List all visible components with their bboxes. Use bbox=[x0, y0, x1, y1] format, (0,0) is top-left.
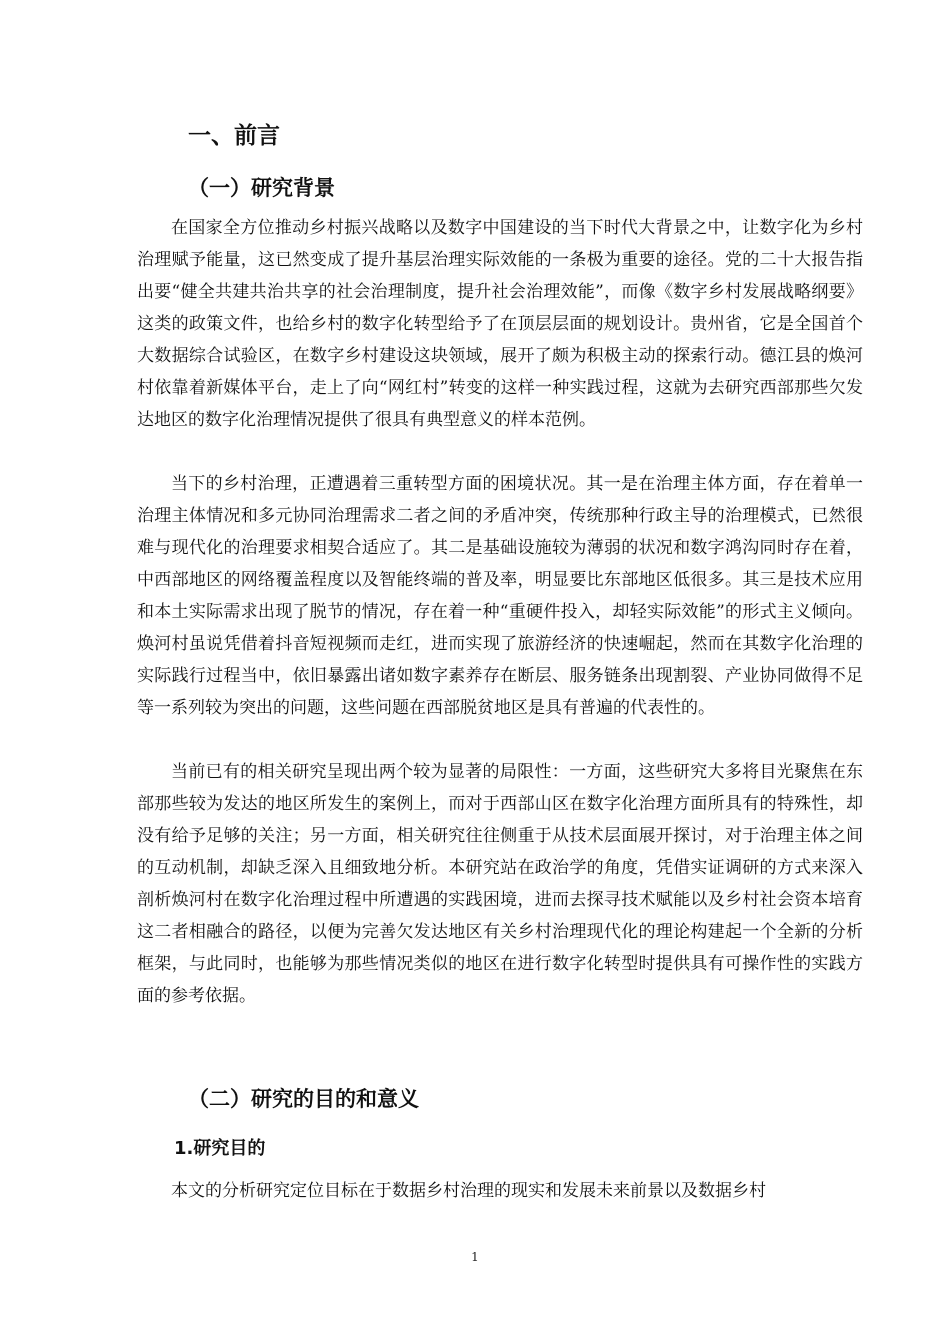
page-number: 1 bbox=[471, 1250, 479, 1264]
heading-purpose-significance: （二）研究的目的和意义 bbox=[188, 1087, 419, 1111]
paragraph-background-2: 当下的乡村治理，正遭遇着三重转型方面的困境状况。其一是在治理主体方面，存在着单一治理主体情况和多元协同治理需求二者之间的矛盾冲突，传统那种行政主导的治理模式，已然很难与现代化的治理要求相契合适应了。其二是基础设施较为薄弱的状况和数字鸿沟同时存在着，中西部地区的网络覆盖程度以及智能终端的普及率，明显要比东部地区低很多。其三是技术应用和本土实际需求出现了脱节的情况，存在着一种“重硬件投入，却轻实际效能”的形式主义倾向。焕河村虽说凭借着抖音短视频而走红，进而实现了旅游经济的快速崛起，然而在其数字化治理的实际践行过程当中，依旧暴露出诸如数字素养存在断层、服务链条出现割裂、产业协同做得不足等一系列较为突出的问题，这些问题在西部脱贫地区是具有普遍的代表性的。 bbox=[137, 474, 863, 718]
paragraph-background-3: 当前已有的相关研究呈现出两个较为显著的局限性：一方面，这些研究大多将目光聚焦在东部那些较为发达的地区所发生的案例上，而对于西部山区在数字化治理方面所具有的特殊性，却没有给予足够的关注；另一方面，相关研究往往侧重于从技术层面展开探讨，对于治理主体之间的互动机制，却缺乏深入且细致地分析。本研究站在政治学的角度，凭借实证调研的方式来深入剖析焕河村在数字化治理过程中所遭遇的实践困境，进而去探寻技术赋能以及乡村社会资本培育这二者相融合的路径，以便为完善欠发达地区有关乡村治理现代化的理论构建起一个全新的分析框架，与此同时，也能够为那些情况类似的地区在进行数字化转型时提供具有可操作性的实践方面的参考依据。 bbox=[137, 762, 863, 1006]
paragraph-goal: 本文的分析研究定位目标在于数据乡村治理的现实和发展未来前景以及数据乡村 bbox=[171, 1181, 766, 1201]
heading-research-goal: 1.研究目的 bbox=[174, 1138, 266, 1159]
heading-research-background: （一）研究背景 bbox=[188, 176, 335, 200]
paragraph-background-1: 在国家全方位推动乡村振兴战略以及数字中国建设的当下时代大背景之中，让数字化为乡村治理赋予能量，这已然变成了提升基层治理实际效能的一条极为重要的途径。党的二十大报告指出要“健全共建共治共享的社会治理制度，提升社会治理效能”，而像《数字乡村发展战略纲要》这类的政策文件，也给乡村的数字化转型给予了在顶层层面的规划设计。贵州省，它是全国首个大数据综合试验区，在数字乡村建设这块领域，展开了颇为积极主动的探索行动。德江县的焕河村依靠着新媒体平台，走上了向“网红村”转变的这样一种实践过程，这就为去研究西部那些欠发达地区的数字化治理情况提供了很具有典型意义的样本范例。 bbox=[137, 218, 863, 430]
heading-preface: 一、前言 bbox=[188, 123, 280, 149]
